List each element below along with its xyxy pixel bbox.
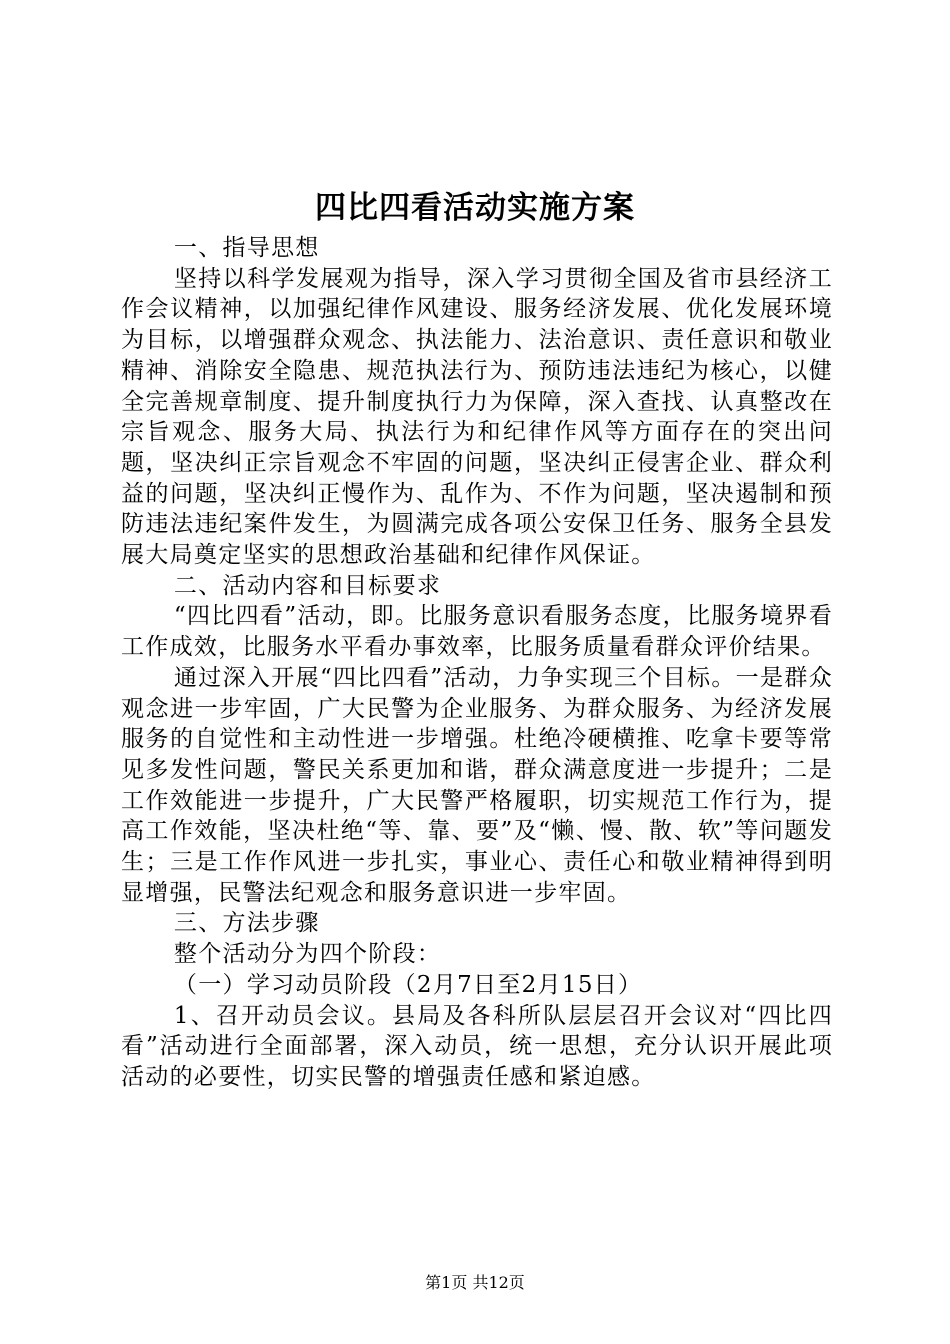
paragraph: “四比四看”活动，即。比服务意识看服务态度，比服务境界看工作成效，比服务水平看办事效率，比服务质量看群众评价结果。 [121, 603, 833, 661]
page-number: 第1页 共12页 [425, 1273, 525, 1292]
section-heading-3: 三、方法步骤 [173, 910, 320, 937]
document-title: 四比四看活动实施方案 [315, 190, 635, 226]
paragraph: 坚持以科学发展观为指导，深入学习贯彻全国及省市县经济工作会议精神，以加强纪律作风建设、服务经济发展、优化发展环境为目标，以增强群众观念、执法能力、法治意识、责任意识和敬业精神、消除安全隐患、规范执法行为、预防违法违纪为核心，以健全完善规章制度、提升制度执行力为保障，深入查找、认真整改在宗旨观念、服务大局、执法行为和纪律作风等方面存在的突出问题，坚决纠正宗旨观念不牢固的问题，坚决纠正侵害企业、群众利益的问题，坚决纠正慢作为、乱作为、不作为问题，坚决遏制和预防违法违纪案件发生，为圆满完成各项公安保卫任务、服务全县发展大局奠定坚实的思想政治基础和纪律作风保证。 [121, 265, 833, 569]
paragraph: 整个活动分为四个阶段： [173, 941, 442, 968]
document-body [121, 233, 833, 1093]
paragraph: 通过深入开展“四比四看”活动，力争实现三个目标。一是群众观念进一步牢固，广大民警为企业服务、为群众服务、为经济发展服务的自觉性和主动性进一步增强。杜绝冷硬横推、吃拿卡要等常见多发性问题，警民关系更加和谐，群众满意度进一步提升；二是工作效能进一步提升，广大民警严格履职，切实规范工作行为，提高工作效能，坚决杜绝“等、靠、要”及“懒、慢、散、软”等问题发生；三是工作作风进一步扎实，事业心、责任心和敬业精神得到明显增强，民警法纪观念和服务意识进一步牢固。 [121, 664, 833, 906]
section-heading-1: 一、指导思想 [173, 235, 320, 261]
paragraph: 1、召开动员会议。县局及各科所队层层召开会议对“四比四看”活动进行全面部署，深入动员，统一思想，充分认识开展此项活动的必要性，切实民警的增强责任感和紧迫感。 [121, 1002, 833, 1090]
subsection-heading: （一）学习动员阶段（2月7日至2月15日） [173, 971, 643, 998]
section-heading-2: 二、活动内容和目标要求 [173, 572, 442, 599]
